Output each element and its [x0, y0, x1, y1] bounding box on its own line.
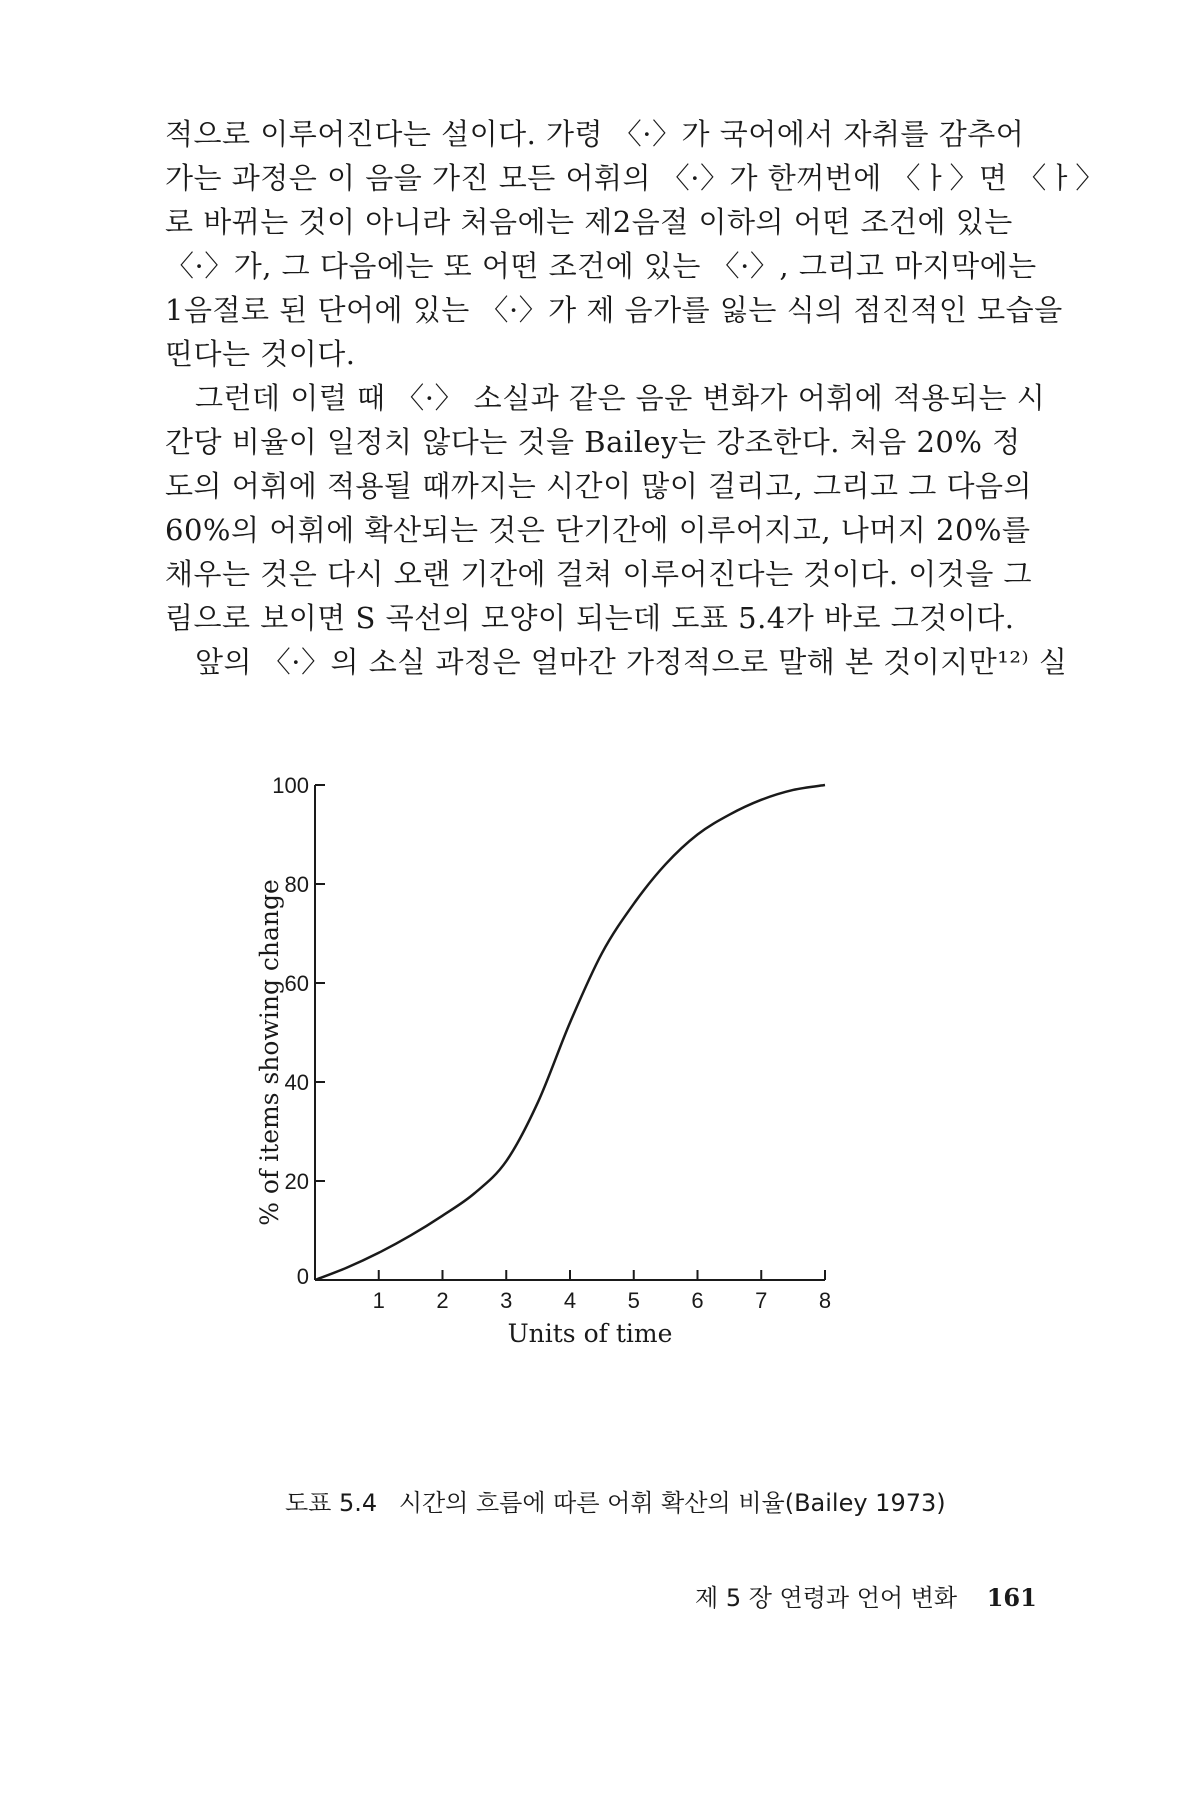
caption-text: 시간의 흐름에 따른 어휘 확산의 비율(Bailey 1973)	[398, 1489, 946, 1517]
s-curve-figure	[255, 770, 1020, 1470]
page-footer	[695, 1578, 1037, 1613]
y-tick-label-100: 100	[272, 773, 309, 798]
body-line-10: 60%의 어휘에 확산되는 것은 단기간에 이루어지고, 나머지 20%를	[165, 513, 1031, 547]
y-tick-label-80: 80	[284, 872, 309, 897]
x-tick-label-1: 1	[372, 1288, 385, 1313]
body-line-7: 그런데 이럴 때 〈·〉 소실과 같은 음운 변화가 어휘에 적용되는 시	[195, 381, 1046, 415]
body-line-5: 1음절로 된 단어에 있는 〈·〉가 제 음가를 잃는 식의 점진적인 모습을	[165, 293, 1063, 327]
x-tick-label-8: 8	[818, 1288, 832, 1313]
chapter-title: 제 5 장 연령과 언어 변화	[695, 1584, 958, 1612]
figure-caption	[285, 1483, 946, 1518]
x-ticks	[373, 1270, 832, 1313]
page-number: 161	[986, 1583, 1037, 1612]
body-line-8: 간당 비율이 일정치 않다는 것을 Bailey는 강조한다. 처음 20% 정	[165, 425, 1021, 459]
y-tick-label-0: 0	[296, 1264, 309, 1289]
body-line-4: 〈·〉가, 그 다음에는 또 어떤 조건에 있는 〈·〉, 그리고 마지막에는	[165, 249, 1037, 283]
y-tick-label-20: 20	[284, 1169, 309, 1194]
body-line-6: 띤다는 것이다.	[165, 337, 356, 371]
body-line-9: 도의 어휘에 적용될 때까지는 시간이 많이 걸리고, 그리고 그 다음의	[165, 469, 1033, 503]
body-line-2: 가는 과정은 이 음을 가진 모든 어휘의 〈·〉가 한꺼번에 〈ㅏ〉면 〈ㅏ〉	[165, 161, 1105, 195]
body-line-11: 채우는 것은 다시 오랜 기간에 걸쳐 이루어진다는 것이다. 이것을 그	[165, 557, 1033, 591]
y-tick-label-40: 40	[284, 1070, 309, 1095]
x-tick-label-3: 3	[500, 1288, 513, 1313]
caption-label: 도표 5.4	[285, 1489, 378, 1517]
s-curve-line	[315, 785, 825, 1280]
body-line-12: 림으로 보이면 S 곡선의 모양이 되는데 도표 5.4가 바로 그것이다.	[165, 601, 1015, 635]
y-axis-title-group	[255, 879, 284, 1226]
x-tick-label-7: 7	[755, 1288, 768, 1313]
body-line-3: 로 바뀌는 것이 아니라 처음에는 제2음절 이하의 어떤 조건에 있는	[165, 205, 1013, 239]
body-line-1: 적으로 이루어진다는 설이다. 가령 〈·〉가 국어에서 자취를 감추어	[165, 117, 1025, 151]
y-tick-label-60: 60	[284, 971, 309, 996]
x-tick-label-6: 6	[691, 1288, 704, 1313]
x-tick-label-5: 5	[627, 1288, 640, 1313]
y-axis-title: % of items showing change	[255, 879, 284, 1226]
x-tick-label-2: 2	[436, 1288, 449, 1313]
s-curve-chart	[255, 770, 1020, 1470]
x-tick-label-4: 4	[563, 1288, 577, 1313]
body-line-13: 앞의 〈·〉의 소실 과정은 얼마간 가정적으로 말해 본 것이지만¹²⁾ 실	[195, 645, 1068, 679]
x-axis-title: Units of time	[507, 1319, 673, 1348]
